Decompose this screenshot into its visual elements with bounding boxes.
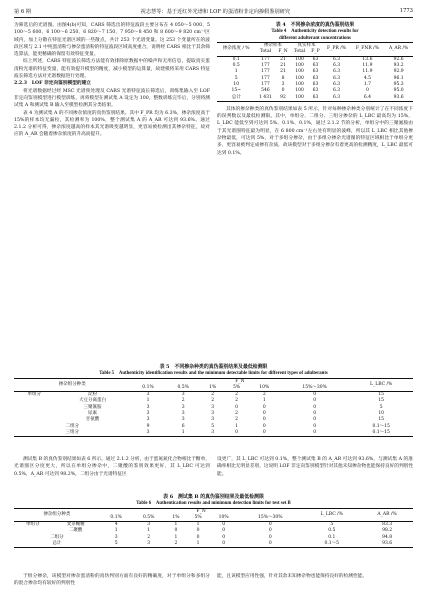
t4-cell: 63: [312, 63, 319, 69]
section-heading: 2.2.3 LOF 非定向鉴别模型的建立: [14, 81, 91, 87]
t5-head-type: 掺杂组分种类: [14, 378, 130, 392]
t6-lbc-cell: 5: [330, 522, 334, 528]
t6-conc-head: 0.5%: [142, 514, 155, 520]
t5-conc-head: 0.1%: [142, 384, 154, 390]
t4-cell: 1: [234, 69, 238, 75]
t6-cell: 1: [174, 522, 178, 528]
t5-name-cell: 三聚氰胺: [83, 404, 102, 410]
t5-cell: 0: [262, 404, 266, 410]
t5-lbc-cell: 15: [378, 417, 385, 423]
t6-conc-head: 0.1%: [110, 514, 122, 520]
t6-cell: 0: [268, 528, 272, 534]
t6-head-fn: F_N: [196, 508, 206, 514]
t4-cell: 177: [261, 81, 270, 87]
t5-cell: 3: [181, 417, 185, 423]
t4-cell: 63: [312, 69, 319, 75]
t5-conc-head: 0.5%: [177, 384, 189, 390]
t5-body: [14, 392, 413, 437]
t5-head-lbc: L_LBC /%: [349, 378, 413, 392]
t4-cell: 92: [280, 94, 286, 100]
t5-lbc-cell: 10: [378, 411, 385, 417]
t4-cell: 6.3: [332, 63, 341, 69]
t5-cell: 3: [146, 392, 150, 398]
t4-sub-fp: F_P: [311, 49, 320, 55]
t6-conc-head: 15%～30%: [258, 514, 283, 520]
t5-cell: 0: [262, 423, 266, 429]
t6-group-cell: 单组分: [26, 522, 40, 528]
t4-cell: 100: [295, 94, 304, 100]
t5-cell: 0: [262, 411, 266, 417]
t4-cell: 6.3: [332, 88, 341, 94]
t6-conc-head: 5%: [194, 514, 202, 520]
t4-cell: 95.0: [393, 88, 404, 94]
t4-cell: 63: [312, 56, 319, 62]
t4-cell: 177: [261, 63, 270, 69]
t5-name-cell: 甘氨酸: [85, 417, 100, 423]
t4-cell: 4.5: [363, 75, 372, 81]
t5-cell: 6: [181, 423, 185, 429]
mid-right: [217, 456, 413, 478]
t5-cell: 0: [313, 423, 317, 429]
t5-cell: 3: [211, 404, 215, 410]
header-rule: [14, 17, 413, 18]
t5-cell: 0: [313, 411, 317, 417]
t6-cell: 0: [222, 534, 226, 540]
t4-cell: 92.6: [393, 56, 404, 62]
t5-cell: 2: [262, 392, 266, 398]
t4-cell: 177: [261, 56, 270, 62]
t5-cell: 2: [211, 392, 215, 398]
t5-cell: 3: [211, 417, 215, 423]
table5-block: [14, 364, 413, 437]
t4-row: [217, 95, 413, 102]
t4-cell: 100: [295, 81, 304, 87]
t6-cell: 0: [196, 528, 200, 534]
table6-block: [14, 494, 413, 548]
t5-cell: 2: [235, 411, 239, 417]
t6-cell: 0: [174, 528, 178, 534]
t4-cell: 100: [295, 69, 304, 75]
t6-cell: 3: [147, 541, 151, 547]
t5-cell: 3: [181, 411, 185, 417]
t6-cell: 1: [114, 528, 118, 534]
left-column: [14, 22, 210, 139]
t4-cell: 11.9: [362, 63, 373, 69]
t5-lbc-cell: 0.1～15: [372, 423, 390, 429]
bottom-left: [14, 573, 210, 588]
t5-lbc-cell: 0.1～15: [372, 429, 390, 435]
t6-cell: 0: [268, 534, 272, 540]
t6-lbc-cell: 0.1: [328, 534, 336, 540]
t4-cell: 3: [281, 81, 285, 87]
t4-cell: 546: [261, 88, 270, 94]
table-5: [14, 378, 413, 438]
t5-cell: 2: [235, 417, 239, 423]
t5-cell: 0: [235, 404, 239, 410]
t5-cell: 3: [211, 429, 215, 435]
t4-cell: 21: [280, 69, 286, 75]
t6-conc-head: 10%: [218, 514, 229, 520]
bottom-right: [217, 573, 413, 580]
t5-cell: 0: [313, 404, 317, 410]
table6-caption-cn: 表 6 测试集 B 的真伪鉴别结果及最低检测限: [163, 494, 264, 500]
t4-head-aar: A_AR /%: [384, 43, 413, 57]
mid-left: [14, 456, 210, 478]
t4-cell: 1 431: [259, 94, 272, 100]
mid-left-para: 测试集 B 的真伪鉴别结果如表 6 所示。通过 2.1.2 分析，由于蛋氮氮化合物相比于糖单，光谱图区分度更大，所以在单组分掺杂中，二聚酸的鉴别效果更好，其 L_LBC 可达到 0.5%，A_AR 可达到 98.2%，二组分由于光谱特征区: [14, 457, 210, 477]
t5-cell: 3: [146, 417, 150, 423]
t5-cell: 9: [146, 423, 150, 429]
t5-cell: 3: [181, 392, 185, 398]
table4-caption-en-2: different adulterant concentrations: [279, 35, 351, 41]
t5-conc-head: 1%: [209, 384, 217, 390]
table4-caption-en-1: Table 4 Authenticity detection results for: [271, 29, 359, 34]
t5-cell: 1: [181, 429, 185, 435]
t6-aar-cell: 83.3: [382, 522, 393, 528]
t5-name-cell: 尿素: [87, 411, 97, 417]
t4-cell: 63: [312, 75, 319, 81]
table-4: [217, 42, 413, 102]
t6-aar-cell: 98.2: [382, 528, 393, 534]
t6-row: [14, 541, 413, 548]
t5-cell: 1: [262, 398, 266, 404]
t4-cell: 92.9: [393, 69, 404, 75]
t4-cell: 63: [312, 81, 319, 87]
t4-cell: 13.6: [362, 56, 373, 62]
t4-cell: 95.3: [393, 81, 404, 87]
mid-right-para: 设更广，其 L_LBC 可达到 0.1%，整个测试集 B 的 A_AR 可达到 93.6%，与测试集 A 的准确率相比无明显差别，这说明 LOF 非定向鉴别模型针对其他未知掺杂物也能保持良好的判别性能。: [217, 457, 414, 477]
t6-cell: 0: [222, 541, 226, 547]
t5-cell: 3: [211, 411, 215, 417]
t5-conc-head: 5%: [233, 384, 241, 390]
t4-cell: 177: [261, 75, 270, 81]
t5-cell: 3: [146, 411, 150, 417]
header-title: 祝志慧等：基于近红外光谱和 LOF 的蛋清粉非定向掺假鉴别研究: [140, 8, 291, 15]
t6-cell: 1: [174, 534, 178, 540]
t4-cell: 6.3: [332, 81, 341, 87]
t4-head-fpr: F_PR /%: [322, 43, 350, 57]
t4-body: [217, 56, 413, 101]
t6-name-cell: 二聚酸: [68, 528, 83, 534]
t6-name-cell: 麦芽糊精: [66, 522, 85, 528]
t5-cell: 5: [211, 423, 215, 429]
t4-cell: 63: [312, 94, 319, 100]
t5-cell: 3: [181, 404, 185, 410]
t6-cell: 0: [222, 522, 226, 528]
t5-cell: 0: [262, 417, 266, 423]
t6-head-lbc: L_LBC /%: [302, 508, 361, 522]
t5-conc-head: 15%～30%: [302, 384, 327, 390]
t4-head-conc: 掺杂浓度 / %: [217, 43, 255, 57]
t4-cell: 8: [281, 75, 285, 81]
table-6: [14, 508, 413, 549]
t6-cell: 5: [114, 541, 118, 547]
t4-cell: 5: [234, 75, 238, 81]
t5-cell: 1: [146, 398, 150, 404]
t5-cell: 3: [146, 404, 150, 410]
t4-cell: 6.3: [332, 69, 341, 75]
t4-cell: 21: [280, 56, 286, 62]
t4-cell: 96.1: [393, 75, 404, 81]
t6-group-cell: 总计: [52, 541, 62, 547]
t5-head-fn: F_N: [235, 378, 245, 384]
table4-caption-cn: 表 4 不同掺杂浓度的真伪鉴别结果: [275, 22, 355, 28]
t4-head-real: 真实样本: [297, 43, 316, 49]
running-header: [14, 6, 413, 16]
left-para-3: 将光谱数据经过经 MSC 光谱预处理及 CARS 光谱特征波长筛选后，训练集输入至 LOF 非定向鉴别模型进行模型训练，再将模型在测试集 A 设定为 100，整数训练完毕后，分别将测试集 A 和测试集 B 输入至模型检测其分类结果。: [14, 88, 210, 109]
t6-aar-cell: 94.8: [382, 534, 393, 540]
t6-body: [14, 522, 413, 548]
t4-cell: 93.2: [393, 63, 404, 69]
t5-cell: 2: [181, 398, 185, 404]
t4-cell: 6.4: [363, 94, 372, 100]
t4-cell: 6.3: [332, 56, 341, 62]
t6-cell: 1: [196, 522, 200, 528]
t4-cell: 0: [366, 88, 369, 94]
t4-cell: 63: [312, 88, 319, 94]
t6-cell: 0: [222, 528, 226, 534]
t4-cell: 0: [281, 88, 285, 94]
t4-cell: 10: [233, 81, 240, 87]
t4-cell: 6.3: [332, 75, 341, 81]
t5-conc-head: 10%: [259, 384, 270, 390]
t6-lbc-cell: 0.1～5: [324, 541, 340, 547]
t4-sub-total-real: Total: [293, 49, 306, 55]
t5-lbc-cell: 5: [379, 404, 383, 410]
t6-cell: 0: [268, 541, 272, 547]
t6-cell: 1: [196, 541, 200, 547]
t6-cell: 4: [114, 522, 118, 528]
t4-cell: 总计: [231, 94, 241, 100]
t5-cell: 0: [262, 429, 266, 435]
t5-cell: 0: [313, 429, 317, 435]
t6-cell: 3: [147, 522, 151, 528]
t6-group-cell: 二组分: [50, 534, 64, 540]
t6-cell: 1: [147, 528, 151, 534]
t4-sub-fn: F_N: [278, 49, 288, 55]
left-para-2: 综上所述，CARS 特征波长筛选方法能有效排除原数据中的噪声和无用信息，提取真实蛋清粉光谱的特征变量，能有效提升模型的精度，减小模型的运算量，故建模将采用 CARS 特征波长筛选方法对光谱数据进行处理。: [14, 59, 210, 80]
t4-cell: 11.9: [362, 69, 373, 75]
t4-head-adult: 掺杂样本: [264, 43, 283, 49]
t4-cell: 6.3: [332, 94, 341, 100]
left-para-4: 表 4 为测试集 A 的不同掺杂浓度的真伪鉴别结果。其中 F_PR 均为 6.3%，掺杂浓度高于 15%的样本均无漏检，其检测率为 100%，整个测试集 A 的 A_AR 可达到 93.6%。通过 2.1.2 分析可得，掺杂浓度越高的样本其光谱吸变越明显，更容易被检测出其掺杂特征，故对应的 A_AR 会随着掺杂浓度的升高而提升。: [14, 110, 210, 138]
page-number: 1773: [399, 8, 413, 14]
t6-aar-cell: 93.6: [382, 541, 393, 547]
right-para-1: 其体的掺杂种类的真伪鉴别结果如表 5 所示，针对每种掺杂种类分别统计了在不同浓度下的误判数以及最低检测限。其中，单组分、二组分、三组分掺杂的 L_LBC 最高均为 15%，L_LBC 能低至到可达到 5%、0.1%、0.1%，通过 2.1.2 节的分析，单组分中的三聚氰胺由于其光谱图特征最为明显，在 6 800 cm⁻¹左右处有明显的波峰，所以其 L_LBC 相比其他掺杂物最低，可达到 5%，对于多组分掺杂，由于多组分掺杂光谱图的特征区域相比于单组分更多，更容易被判定成掺有杂质，故该模型对于多组分掺杂有着更高的检测精度，L_LBC 最低可达到 0.1%。: [217, 106, 413, 156]
t4-cell: 100: [295, 63, 304, 69]
t4-cell: 1.7: [363, 81, 372, 87]
table5-caption-en: Table 5 Authenticity identification results and the minimum detectable limits for different types of adulterants: [99, 371, 328, 376]
t5-cell: 2: [235, 392, 239, 398]
t5-lbc-cell: 15: [378, 398, 385, 404]
t4-cell: 177: [261, 69, 270, 75]
left-para-1: 为筛选后的光谱图。由图4(b)可知，CARS 筛选出的特征波段主要分布在 4 050～5 000、5 100～5 600、6 100～6 250、6 820～7 150、7 950～8 450 和 8 600～9 820 cm⁻¹区域内，加上分散在特征光谱区域的一些散点，共计 253 个光谱变量。这 253 个变量所在的波段区域与 2.1 中纯蛋清粉与掺杂蛋清粉的特征波段区域高度重合，说明经 CARS 相比于其余筛选算法，能更精确的保留有效特征变量。: [14, 23, 210, 58]
bottom-left-para: 于组分掺杂，该模型对掺杂蛋清粉的真伪判别方面有良好的精确度，对于单组分和多组分的混合掺杂均有较好的判别性: [14, 574, 210, 587]
t5-row: [14, 430, 413, 437]
t6-cell: 2: [174, 541, 178, 547]
right-column: [217, 22, 413, 157]
t6-cell: 3: [114, 534, 118, 540]
t5-name-cell: 淀粉: [87, 392, 97, 398]
t4-cell: 100: [295, 88, 304, 94]
t5-group-cell: 二组分: [65, 423, 79, 429]
t4-cell: 0.1: [232, 56, 240, 62]
issue-label: 第 6 期: [14, 8, 31, 15]
t5-cell: 0: [313, 398, 317, 404]
bottom-right-para: 能，且该模型应用性强，针对其余未知掺杂物也能保持良好的检测性能。: [217, 574, 368, 579]
t5-group-cell: 三组分: [65, 429, 79, 435]
t4-cell: 0.5: [232, 63, 240, 69]
t5-cell: 2: [211, 398, 215, 404]
t5-group-cell: 单组分: [27, 392, 42, 398]
t6-lbc-cell: 0.5: [328, 528, 336, 534]
t4-cell: 93.6: [393, 94, 404, 100]
t5-cell: 0: [313, 392, 317, 398]
t6-cell: 0: [196, 534, 200, 540]
table6-caption-en: Table 6 Authentication results and minimum detection limits for test set B: [136, 501, 291, 506]
t6-head-type: 掺杂组分种类: [14, 508, 100, 522]
t6-conc-head: 1%: [172, 514, 180, 520]
t5-cell: 1: [235, 423, 239, 429]
t6-cell: 0: [268, 522, 272, 528]
t5-cell: 2: [235, 398, 239, 404]
t6-cell: 2: [147, 534, 151, 540]
t4-cell: 100: [295, 75, 304, 81]
t4-sub-total: Total: [259, 49, 272, 55]
t5-cell: 0: [235, 429, 239, 435]
t4-cell: 100: [295, 56, 304, 62]
t4-head-fnr: F_FNR /%: [351, 43, 385, 57]
t4-cell: 15~: [231, 88, 241, 94]
t6-head-aar: A_AR /%: [361, 508, 413, 522]
t4-cell: 21: [280, 63, 286, 69]
t5-cell: 0: [313, 417, 317, 423]
t5-cell: 3: [146, 429, 150, 435]
table5-caption-cn: 表 5 不同掺杂种类的真伪鉴别结果及最低检测限: [159, 364, 268, 370]
t5-name-cell: 大豆分离蛋白: [78, 398, 106, 404]
t5-lbc-cell: 15: [378, 392, 385, 398]
